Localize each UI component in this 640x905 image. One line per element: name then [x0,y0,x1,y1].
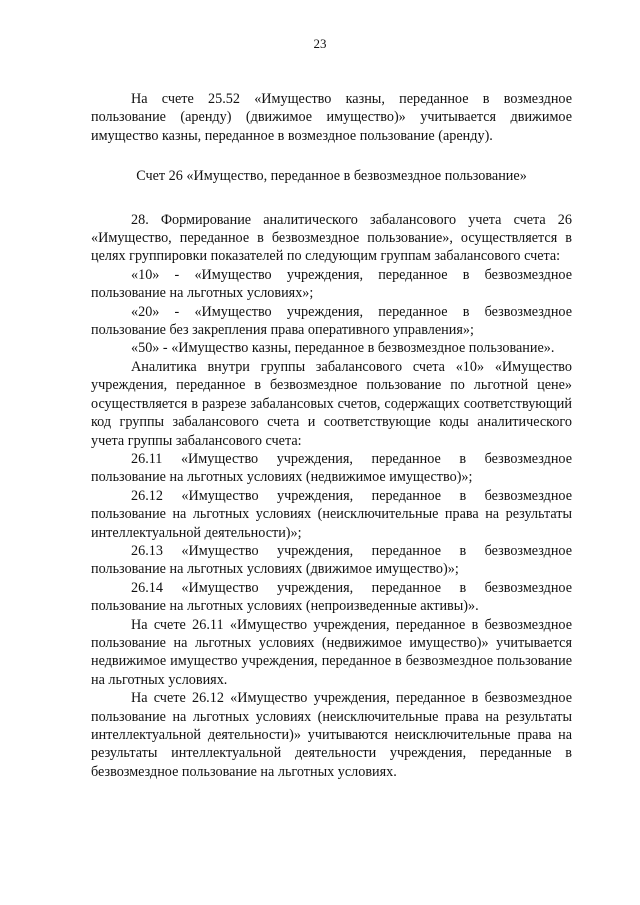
paragraph-account-26-14: 26.14 «Имущество учреждения, переданное в безвозмездное пользование на льготных условиях (непроизведенные активы)». [91,579,572,615]
paragraph-account-26-13: 26.13 «Имущество учреждения, переданное в безвозмездное пользование на льготных условиях (движимое имущество)»; [91,542,572,578]
section-heading-account-26: Счет 26 «Имущество, переданное в безвозмездное пользование» [136,168,527,185]
paragraph-account-26-12: 26.12 «Имущество учреждения, переданное в безвозмездное пользование на льготных условиях (неисключительные права на результаты интеллектуальной деятельности)»; [91,487,572,541]
paragraph-analytics-group-10: Аналитика внутри группы забалансового счета «10» «Имущество учреждения, переданное в безвозмездное пользование по льготной цене» осуществляется в разрезе забалансовых счетов, содержащих соответствующий код группы забалансового счета и соответствующие коды аналитического учета группы забалансового счета: [91,358,572,449]
paragraph-item-28: 28. Формирование аналитического забалансового учета счета 26 «Имущество, переданное в безвозмездное пользование», осуществляется в целях группировки показателей по следующим группам забалансового счета: [91,211,572,265]
paragraph-on-account-26-12: На счете 26.12 «Имущество учреждения, переданное в безвозмездное пользование на льготных условиях (неисключительные права на результаты интеллектуальной деятельности)» учитываются неисключительные права на результаты интеллектуальной деятельности учреждения, переданные в безвозмездное пользование на льготных условиях. [91,690,572,780]
paragraph-group-20: «20» - «Имущество учреждения, переданное в безвозмездное пользование без закрепления права оперативного управления»; [91,303,572,339]
paragraph-on-account-26-11: На счете 26.11 «Имущество учреждения, переданное в безвозмездное пользование на льготных условиях (недвижимое имущество)» учитывается недвижимое имущество учреждения, переданное в безвозмездное пользование на льготных условиях. [91,616,572,688]
paragraph-account-26-11: 26.11 «Имущество учреждения, переданное в безвозмездное пользование на льготных условиях (недвижимое имущество)»; [91,450,572,486]
paragraph-account-25-52: На счете 25.52 «Имущество казны, переданное в возмездное пользование (аренду) (движимое имущество)» учитывается движимое имущество казны, переданное в возмездное пользование (аренду). [91,91,572,144]
paragraph-group-10: «10» - «Имущество учреждения, переданное в безвозмездное пользование на льготных условиях»; [91,266,572,302]
document-body [91,90,572,781]
paragraph-group-50: «50» - «Имущество казны, переданное в безвозмездное пользование». [131,340,555,357]
page-number: 23 [313,36,327,51]
